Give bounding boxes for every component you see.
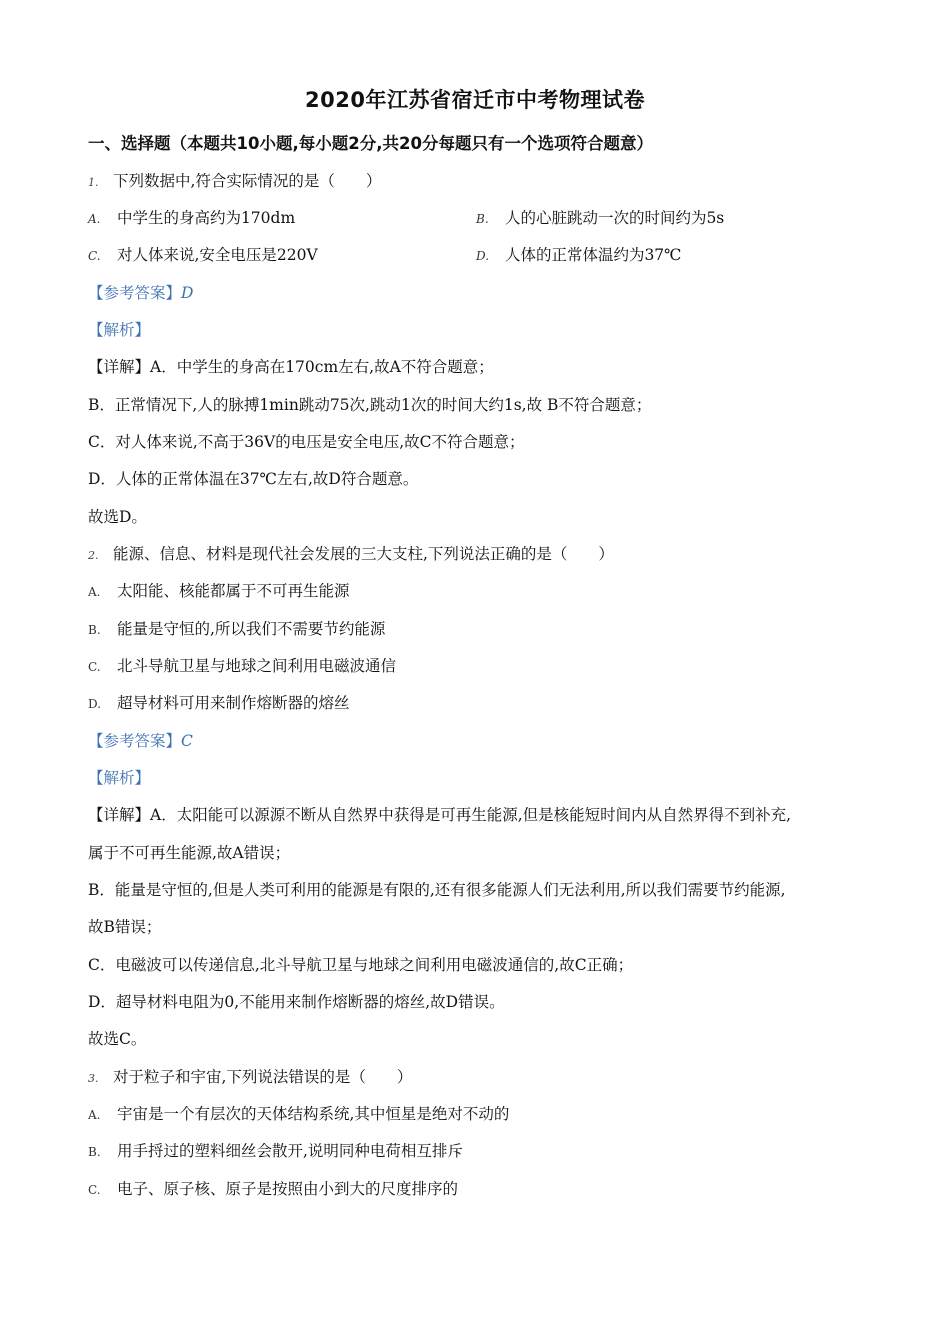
detail-line: D．超导材料电阻为0,不能用来制作熔断器的熔丝,故D错误。 [88, 993, 505, 1011]
detail-line: C．电磁波可以传递信息,北斗导航卫星与地球之间利用电磁波通信的,故C正确； [88, 956, 634, 974]
option-letter: C. [88, 1183, 101, 1197]
option-d [88, 692, 349, 715]
detail-line: D．人体的正常体温在37℃左右,故D符合题意。 [88, 470, 419, 488]
detail-line: 【详解】A．太阳能可以源源不断从自然界中获得是可再生能源,但是核能短时间内从自然界得不到补充, [88, 806, 792, 824]
question-1 [88, 170, 381, 194]
option-c [88, 655, 396, 678]
detail-line: C．对人体来说,不高于36V的电压是安全电压,故C不符合题意； [88, 433, 525, 451]
page-title: 2020年江苏省宿迁市中考物理试卷 [305, 88, 645, 112]
option-a [88, 580, 349, 603]
option-letter: A. [88, 1108, 101, 1122]
detail-line: 【详解】A．中学生的身高在170cm左右,故A不符合题意； [88, 358, 494, 376]
option-text: 用手捋过的塑料细丝会散开,说明同种电荷相互排斥 [116, 1142, 463, 1160]
answer-line [88, 730, 193, 752]
detail-line: 故选D。 [88, 508, 147, 526]
answer-line [88, 282, 193, 304]
detail-line: B．正常情况下,人的脉搏1min跳动75次,跳动1次的时间大约1s,故 B不符合题意； [88, 396, 652, 414]
option-text: 太阳能、核能都属于不可再生能源 [116, 582, 350, 600]
option-c [88, 244, 318, 267]
option-a [88, 207, 295, 230]
option-letter: A. [88, 212, 101, 226]
option-letter: B. [88, 623, 101, 637]
detail-line: B．能量是守恒的,但是人类可利用的能源是有限的,还有很多能源人们无法利用,所以我们需要节约能源, [88, 881, 786, 899]
answer-value: D [181, 284, 194, 302]
option-d [476, 244, 682, 267]
option-b [476, 207, 724, 230]
question-3 [88, 1066, 412, 1090]
option-letter: B. [476, 212, 489, 226]
option-letter: D. [476, 249, 490, 263]
option-text: 中学生的身高约为170dm [116, 209, 296, 227]
option-b [88, 618, 385, 641]
detail-line: 故B错误； [88, 918, 162, 936]
question-number: 2. [88, 549, 99, 562]
option-text: 对人体来说,安全电压是220V [116, 246, 318, 264]
option-letter: C. [88, 249, 101, 263]
option-a [88, 1103, 509, 1126]
option-text: 人体的正常体温约为37℃ [504, 246, 682, 264]
option-letter: C. [88, 660, 101, 674]
option-b [88, 1140, 463, 1163]
section-heading: 一、选择题（本题共10小题,每小题2分,共20分每题只有一个选项符合题意） [88, 134, 653, 153]
analysis-label: 【解析】 [88, 321, 151, 339]
option-c [88, 1178, 458, 1201]
option-text: 电子、原子核、原子是按照由小到大的尺度排序的 [116, 1180, 458, 1198]
option-letter: A. [88, 585, 101, 599]
option-text: 超导材料可用来制作熔断器的熔丝 [116, 694, 350, 712]
answer-label: 【参考答案】 [88, 732, 182, 750]
option-text: 能量是守恒的,所以我们不需要节约能源 [116, 620, 386, 638]
question-stem: 对于粒子和宇宙,下列说法错误的是（ ） [112, 1068, 413, 1086]
question-stem: 下列数据中,符合实际情况的是（ ） [112, 172, 382, 190]
option-letter: B. [88, 1145, 101, 1159]
answer-label: 【参考答案】 [88, 284, 182, 302]
option-letter: D. [88, 697, 102, 711]
option-text: 宇宙是一个有层次的天体结构系统,其中恒星是绝对不动的 [116, 1105, 510, 1123]
detail-line: 故选C。 [88, 1030, 147, 1048]
question-number: 1. [88, 176, 99, 189]
option-text: 北斗导航卫星与地球之间利用电磁波通信 [116, 657, 396, 675]
detail-line: 属于不可再生能源,故A错误； [88, 844, 291, 862]
option-text: 人的心脏跳动一次的时间约为5s [504, 209, 725, 227]
question-2 [88, 543, 614, 567]
answer-value: C [181, 732, 193, 750]
question-stem: 能源、信息、材料是现代社会发展的三大支柱,下列说法正确的是（ ） [112, 545, 614, 563]
analysis-label: 【解析】 [88, 769, 151, 787]
question-number: 3. [88, 1072, 99, 1085]
